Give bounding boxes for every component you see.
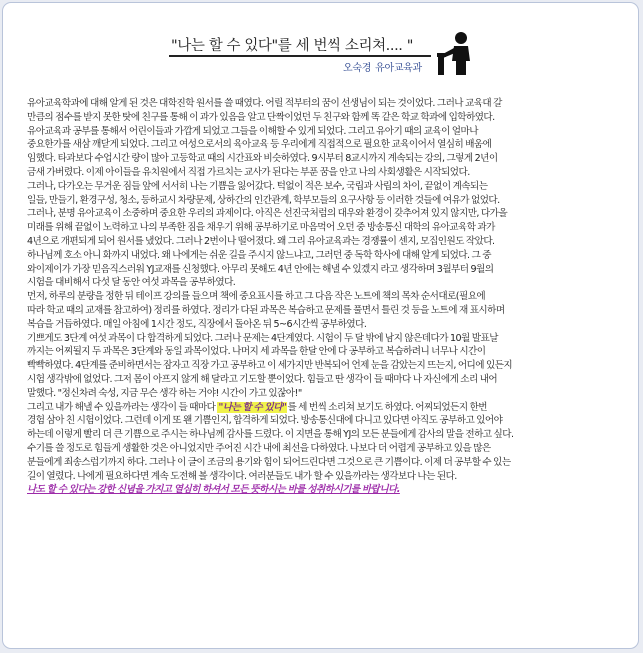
body-line: 시험을 대비해서 다섯 달 동안 여섯 과목을 공부하였다.: [27, 277, 236, 289]
body-line: 경험 삼아 친 시험이었다. 그런데 이게 또 왠 기쁨인지, 합격하게 되었다. 방송통신대에 다니고 있다면 아직도 공부하고 있어야: [27, 415, 503, 427]
article-title: "나는 할 수 있다"를 세 번씩 소리쳐.... ": [171, 38, 413, 54]
highlighted-phrase: "나는 할 수 있다": [218, 401, 287, 413]
body-line: 일들, 만들기, 환경구성, 청소, 등하교시 차량문제, 상하간의 인간관계, 학부모들의 요구사항 등 이러한 것들에 여유가 없었다.: [27, 194, 500, 206]
closing-message: 나도 할 수 있다는 강한 신념을 가지고 열심히 하셔서 모든 뜻하시는 바를 성취하시기를 바랍니다.: [27, 484, 400, 496]
body-line: 하나님께 호소 아니 화까지 내었다. 왜 나에게는 쉬운 길을 주시지 않느냐고, 그러던 중 독학 학사에 대해 알게 되었다. 그 중: [27, 249, 491, 261]
body-line: 까지는 어찌될지 두 과목은 3단계와 동일 과목이었다. 나머지 세 과목을 한달 안에 다 공부하고 복습하려니 너무나 시간이: [27, 346, 486, 358]
body-line: 수기를 쓸 정도로 힘들게 생활한 것은 아니었지만 주어진 시간 내에 최선을 다하였다. 나보다 더 어렵게 공부하고 있을 많은: [27, 442, 491, 454]
body-line: 그러나, 분명 유아교육이 소중하며 중요한 우리의 과제이다. 아직은 선진국처럼의 대우와 환경이 갖추어져 있지 않지만, 다가올: [27, 208, 508, 220]
body-line: 와이제이가 가장 믿음직스러워 YJ교재를 신청했다. 아무리 못해도 4년 안에는 해낼 수 있겠지 라고 생각하며 3월부터 9월의: [27, 263, 494, 275]
article-header: [3, 3, 638, 83]
body-line: 하는데 이렇게 빨리 더 큰 기쁨으로 주시는 하나님께 감사를 드렸다. 이 지면을 통해 YJ의 모든 분들에게 감사의 말을 전하고 싶다.: [27, 429, 514, 441]
body-line: 말했다. "정신차려 숙성, 지금 무슨 생각 하는 거야! 시간이 가고 있잖아!": [27, 387, 302, 399]
body-line: 임했다. 타과보다 수업시간 량이 많아 고등학교 때의 시간표와 비슷하였다. 9시부터 8교시까지 계속되는 강의, 그렇게 2년이: [27, 153, 498, 165]
article-body: [27, 97, 623, 497]
body-line: 따라 학교 때의 교재를 참고하여) 정리를 하였다. 정리가 다된 과목은 복습하고 문제를 풀면서 틀린 것 등을 노트에 재 표시하며: [27, 304, 505, 316]
body-line: 유아교육과 공부를 통해서 어린이들과 가깝게 되었고 그들을 이해할 수 있게 되었다. 그리고 유아기 때의 교육이 얼마나: [27, 125, 478, 137]
body-line: 기쁘게도 3단계 여섯 과목이 다 합격하게 되었다. 그러나 문제는 4단계였다. 시험이 두 달 밖에 남지 않은데다가 10월 발표날: [27, 332, 498, 344]
body-line: 먼저, 하루의 분량을 정한 뒤 테이프 강의를 들으며 책에 중요표시를 하고 그 다음 작은 노트에 책의 목차 순서대로(필요에: [27, 291, 486, 303]
body-line: 길이 열렸다. 나에게 필요하다면 계속 도전해 볼 생각이다. 여러분들도 내가 할 수 있을까라는 생각보다 나는 된다.: [27, 470, 457, 482]
author-name: 오숙경: [343, 63, 372, 74]
body-line: 미래를 위해 끝없이 노력하고 나의 부족한 짐을 채우기 위해 공부하기로 마음먹어 오던 중 방송통신 대학의 유아교육학 과가: [27, 222, 495, 234]
title-underline: [169, 55, 431, 57]
author-department: 유아교육과: [375, 63, 422, 74]
body-line: 분들에게 죄송스럽기까지 하다. 그러나 이 글이 조금의 용기와 힘이 되어드린다면 그것으로 큰 기쁨이다. 이제 더 공부할 수 있는: [27, 456, 511, 468]
body-line: 시험 생각밖에 없었다. 그저 몸이 아프지 않게 해 달라고 기도할 뿐이었다. 힘들고 딴 생각이 들 때마다 나 자신에게 소리 내어: [27, 373, 498, 385]
body-line: 빡빡하였다. 4단계를 준비하면서는 잠자고 직장 가고 공부하고 이 세가지만 반복되어 언제 눈을 감았는지 뜨는지, 어디에 있든지: [27, 360, 513, 372]
body-line: 4년으로 개편되게 되어 원서를 냈었다. 그러나 2번이나 떨어졌다. 왜 그리 유아교육과는 경쟁률이 센지, 모집인원도 작았다.: [27, 235, 495, 247]
body-line: 복습을 거듭하였다. 매일 아침에 1시간 정도, 직장에서 돌아온 뒤 5~6시간씩 공부하였다.: [27, 318, 367, 330]
person-at-podium-icon: [435, 31, 475, 77]
body-line: 유아교육학과에 대해 알게 된 것은 대학진학 원서를 쓸 때였다. 어릴 적부터의 꿈이 선생님이 되는 것이었다. 그러나 교육대 갈: [27, 98, 502, 109]
body-line: 중요한가를 새삼 깨닫게 되었다. 그리고 여성으로서의 육아교육 등 우리에게 직접적으로 필요한 교육이어서 열심히 배움에: [27, 139, 492, 151]
author-line: [343, 59, 422, 74]
body-line: 그러나, 다가오는 무거운 짐들 앞에 서서히 나는 기쁨을 잃어갔다. 턱없이 적은 보수, 국립과 사립의 차이, 끝없이 계속되는: [27, 180, 488, 192]
highlight-line: 그리고 내가 해낼 수 있을까라는 생각이 들 때마다 "나는 할 수 있다"를 세 번씩 소리쳐 보기도 하였다. 어찌되었든지 한번: [27, 401, 488, 413]
body-line: 만큼의 점수를 받지 못한 탓에 친구를 통해 이 과가 있음을 알고 단짝이었던 두 친구와 함께 똑 같은 학교 학과에 입학하였다.: [27, 111, 495, 123]
body-line: 금새 가버렸다. 이제 아이들을 유치원에서 직접 가르치는 교사가 된다는 부푼 꿈을 안고 나의 사회생활은 시작되었다.: [27, 166, 470, 178]
article-card: [2, 2, 639, 649]
